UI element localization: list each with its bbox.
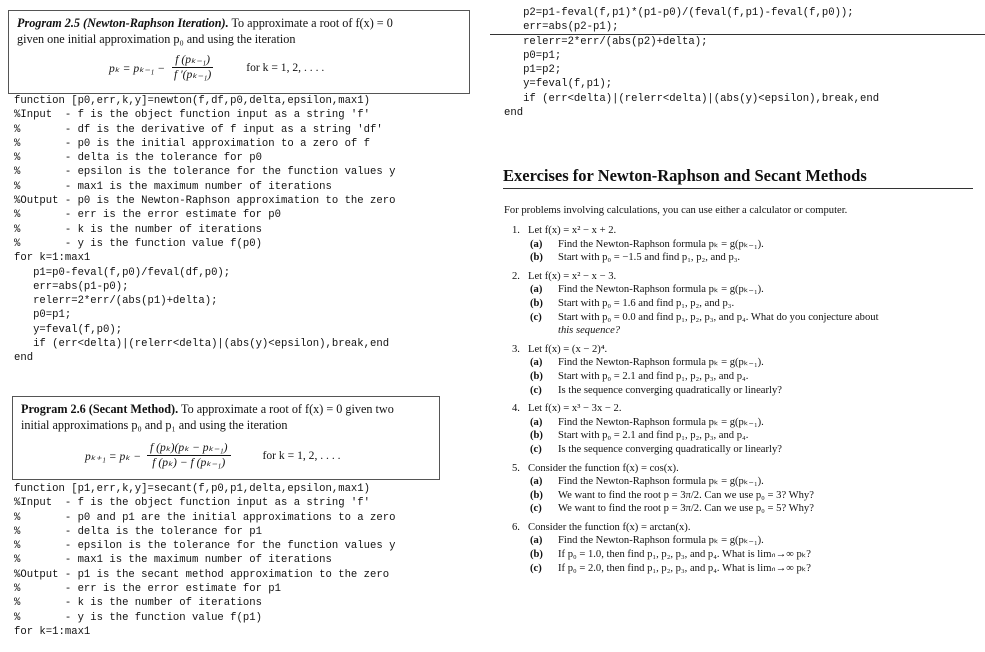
code-line: p1=p0-feval(f,p0)/feval(df,p0); — [14, 266, 231, 279]
code-line: p1=p2; — [504, 64, 562, 77]
code-line: % - y is the function value f(p0) — [14, 237, 262, 250]
secant-iteration-formula: pₖ₊₁ = pₖ − $\frac{\text{f (pₖ)(pₖ − pₖ₋₁)}}{\text{f (pₖ) − f (pₖ₋₁)}}$ for k = 1, 2, . . . . — [85, 441, 341, 469]
exercise-text: Consider the function f(x) = arctan(x). — [528, 521, 691, 533]
exercise-subpart — [512, 489, 879, 503]
code-line: for k=1:max1 — [14, 625, 91, 638]
exercise-text: Find the Newton-Raphson formula pₖ = g(pₖ₋₁). — [558, 284, 764, 296]
subpart-label: (b) — [530, 370, 543, 382]
exercise-text: Is the sequence converging quadratically or linearly? — [558, 443, 782, 455]
program-2-6-title: Program 2.6 (Secant Method). To approximate a root of f(x) = 0 given two initial approximations p₀ and p₁ and using the iteration — [21, 402, 394, 432]
code-line: % - p0 and p1 are the initial approximations to a zero — [14, 511, 396, 524]
exercise-text: Find the Newton-Raphson formula pₖ = g(pₖ₋₁). — [558, 416, 764, 428]
code-line: if (err<delta)|(relerr<delta)|(abs(y)<epsilon),break,end — [14, 338, 390, 351]
exercise-number: 5. — [512, 462, 520, 474]
exercise-item — [512, 343, 879, 357]
subpart-label: (c) — [530, 443, 542, 455]
code-line: p2=p1-feval(f,p1)*(p1-p0)/(feval(f,p1)-feval(f,p0)); — [504, 7, 854, 19]
exercise-text: Let f(x) = x² − x − 3. — [528, 270, 617, 282]
exercise-text: Let f(x) = x³ − 3x − 2. — [528, 403, 622, 415]
secant-code-block — [14, 482, 395, 639]
code-line: % - max1 is the maximum number of iterations — [14, 180, 332, 193]
exercise-number: 1. — [512, 225, 520, 236]
code-line: % - epsilon is the tolerance for the function values y — [14, 540, 396, 553]
exercise-text: Consider the function f(x) = cos(x). — [528, 462, 679, 474]
code-line: % - k is the number of iterations — [14, 223, 262, 236]
code-line: % - epsilon is the tolerance for the function values y — [14, 166, 396, 179]
code-line: for k=1:max1 — [14, 252, 91, 265]
exercises-heading: Exercises for Newton-Raphson and Secant Methods — [503, 166, 867, 185]
exercise-number: 6. — [512, 521, 520, 533]
subpart-label: (a) — [530, 238, 543, 250]
exercise-item — [512, 521, 879, 535]
exercise-text: Find the Newton-Raphson formula pₖ = g(pₖ₋₁). — [558, 357, 764, 369]
exercise-text: If p₀ = 2.0, then find p₁, p₂, p₃, and p₄. What is limₙ→∞ pₖ? — [558, 562, 811, 574]
exercise-text: Let f(x) = x² − x + 2. — [528, 225, 617, 236]
exercise-text: Find the Newton-Raphson formula pₖ = g(pₖ₋₁). — [558, 476, 764, 488]
exercise-number: 3. — [512, 343, 520, 355]
exercise-number: 4. — [512, 403, 520, 415]
exercise-subpart — [512, 429, 879, 443]
program-2-6-box — [12, 396, 440, 480]
exercise-text: Start with p₀ = 1.6 and find p₁, p₂, and p₃. — [558, 297, 735, 309]
code-line: % - df is the derivative of f input as a string 'df' — [14, 123, 383, 136]
code-line: function [p0,err,k,y]=newton(f,df,p0,delta,epsilon,max1) — [14, 95, 371, 107]
exercise-subpart — [512, 416, 879, 430]
exercise-text: Start with p₀ = 2.1 and find p₁, p₂, p₃, and p₄. — [558, 370, 749, 382]
exercise-subpart — [512, 502, 879, 516]
code-line: % - max1 is the maximum number of iterations — [14, 554, 332, 567]
subpart-label: (a) — [530, 284, 543, 296]
exercise-subpart — [512, 238, 879, 252]
exercise-subpart — [512, 283, 879, 297]
exercise-list — [512, 224, 879, 575]
code-line: err=abs(p1-p0); — [14, 280, 129, 293]
code-line: %Input - f is the object function input as a string 'f' — [14, 109, 371, 122]
subpart-label: (a) — [530, 535, 543, 547]
code-line: % - err is the error estimate for p1 — [14, 583, 282, 596]
exercise-subpart — [512, 548, 879, 562]
code-line: function [p1,err,k,y]=secant(f,p0,p1,delta,epsilon,max1) — [14, 483, 371, 495]
exercise-text: If p₀ = 1.0, then find p₁, p₂, p₃, and p₄. What is limₙ→∞ pₖ? — [558, 549, 811, 561]
subpart-label: (c) — [530, 562, 542, 574]
subpart-label: (b) — [530, 549, 543, 561]
exercise-text: this sequence? — [558, 325, 621, 337]
exercise-number: 2. — [512, 270, 520, 282]
code-line: end — [504, 107, 524, 120]
exercise-text: We want to find the root p = 3π/2. Can we use p₀ = 5? Why? — [558, 503, 814, 515]
program-2-5-title: Program 2.5 (Newton-Raphson Iteration). To approximate a root of f(x) = 0 given one initial approximation p₀ and using the iteration — [17, 16, 393, 46]
exercise-text: Start with p₀ = 2.1 and find p₁, p₂, p₃, and p₄. — [558, 430, 749, 442]
subpart-label: (a) — [530, 357, 543, 369]
exercise-text: Let f(x) = (x − 2)⁴. — [528, 343, 608, 355]
subpart-label: (c) — [530, 311, 542, 323]
exercise-subpart — [512, 324, 879, 338]
newton-code-block — [14, 94, 395, 366]
exercise-text: Start with p₀ = 0.0 and find p₁, p₂, p₃, and p₄. What do you conjecture about — [558, 311, 879, 323]
page-divider-line — [490, 34, 985, 35]
code-line: % - k is the number of iterations — [14, 597, 262, 610]
code-line: relerr=2*err/(abs(p1)+delta); — [14, 295, 218, 308]
exercise-subpart — [512, 311, 879, 325]
code-line: %Output - p0 is the Newton-Raphson approximation to the zero — [14, 195, 396, 208]
code-line: p0=p1; — [14, 309, 72, 322]
subpart-label: (a) — [530, 416, 543, 428]
code-line: %Input - f is the object function input as a string 'f' — [14, 497, 371, 510]
subpart-label: (b) — [530, 489, 543, 501]
code-line: end — [14, 352, 34, 365]
subpart-label: (a) — [530, 476, 543, 488]
exercise-subpart — [512, 534, 879, 548]
exercise-subpart — [512, 475, 879, 489]
subpart-label: (b) — [530, 297, 543, 309]
exercise-item — [512, 224, 879, 238]
exercise-subpart — [512, 562, 879, 576]
exercise-text: Find the Newton-Raphson formula pₖ = g(pₖ₋₁). — [558, 238, 764, 250]
exercise-text: Find the Newton-Raphson formula pₖ = g(pₖ₋₁). — [558, 535, 764, 547]
subpart-label: (b) — [530, 430, 543, 442]
code-line: % - delta is the tolerance for p1 — [14, 525, 262, 538]
exercise-subpart — [512, 251, 879, 265]
exercise-subpart — [512, 297, 879, 311]
newton-iteration-formula: pₖ = pₖ₋₁ − $\frac{\text{f (pₖ₋₁)}}{\text{f ′(pₖ₋₁)}}$ for k = 1, 2, . . . . — [109, 53, 325, 81]
exercise-subpart — [512, 356, 879, 370]
code-line: % - y is the function value f(p1) — [14, 611, 262, 624]
code-line: % - err is the error estimate for p0 — [14, 209, 282, 222]
exercise-subpart — [512, 370, 879, 384]
exercise-subpart — [512, 384, 879, 398]
exercises-intro: For problems involving calculations, you can use either a calculator or computer. — [504, 205, 848, 216]
heading-rule — [503, 188, 973, 189]
code-line: y=feval(f,p0); — [14, 323, 123, 336]
secant-code-continuation — [504, 6, 879, 120]
program-2-5-box — [8, 10, 470, 94]
subpart-label: (c) — [530, 503, 542, 515]
code-line: % - p0 is the initial approximation to a zero of f — [14, 137, 371, 150]
subpart-label: (b) — [530, 252, 543, 264]
exercise-subpart — [512, 443, 879, 457]
exercise-text: Is the sequence converging quadratically or linearly? — [558, 384, 782, 396]
code-line: if (err<delta)|(relerr<delta)|(abs(y)<epsilon),break,end — [504, 92, 880, 105]
exercise-text: Start with p₀ = −1.5 and find p₁, p₂, and p₃. — [558, 252, 741, 264]
exercise-item — [512, 462, 879, 476]
exercise-item — [512, 270, 879, 284]
exercise-text: We want to find the root p = 3π/2. Can we use p₀ = 3? Why? — [558, 489, 814, 501]
code-line: relerr=2*err/(abs(p2)+delta); — [504, 35, 708, 48]
code-line: %Output - p1 is the secant method approximation to the zero — [14, 568, 390, 581]
code-line: y=feval(f,p1); — [504, 78, 613, 91]
code-line: err=abs(p2-p1); — [504, 21, 619, 34]
exercise-item — [512, 402, 879, 416]
code-line: p0=p1; — [504, 49, 562, 62]
code-line: % - delta is the tolerance for p0 — [14, 152, 262, 165]
subpart-label: (c) — [530, 384, 542, 396]
